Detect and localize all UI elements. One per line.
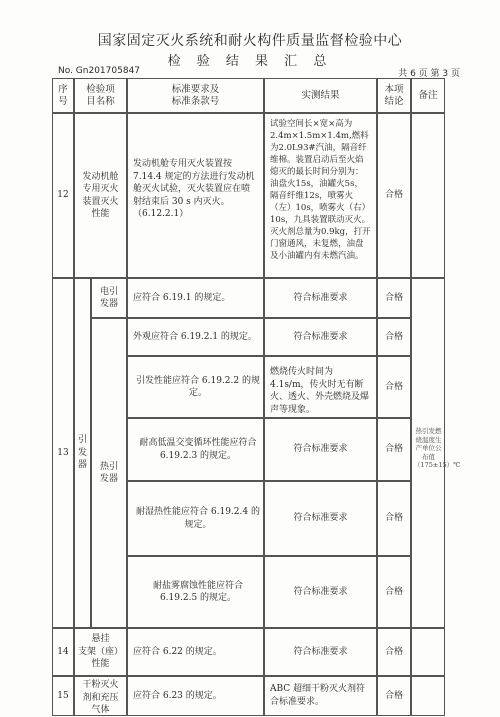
header-standard: 标准要求及 标准条款号 (127, 78, 264, 113)
header-seq: 序 号 (52, 78, 74, 113)
row13-remark-cell (411, 278, 461, 628)
row14-conclusion: 合格 (377, 628, 411, 676)
row13-thermal-name: 热引 发器 (91, 318, 127, 628)
row14-result: 符合标准要求 (264, 628, 377, 676)
row13-seq: 13 (52, 278, 74, 628)
row13-thermal-standard: 耐湿热性能应符合 6.19.2.4 的规定。 (127, 481, 264, 556)
row13-thermal-result: 符合标准要求 (264, 556, 377, 628)
inspection-stamp (486, 240, 498, 310)
row13-thermal-standard: 耐盐雾腐蚀性能应符合 6.19.2.5 的规定。 (127, 556, 264, 628)
row15-seq: 15 (52, 676, 74, 716)
row13-thermal-conclusion: 合格 (377, 318, 411, 356)
row13-electric-standard: 应符合 6.19.1 的规定。 (127, 278, 264, 318)
row13-group: 引 发 器 (74, 278, 91, 628)
row12-seq: 12 (52, 113, 74, 278)
row13-electric-name: 电引 发器 (91, 278, 127, 318)
row13-thermal-conclusion: 合格 (377, 481, 411, 556)
header-result: 实测结果 (264, 78, 377, 113)
row13-thermal-conclusion: 合格 (377, 556, 411, 628)
row15-item: 干粉灭火 剂和充压 气体 (74, 676, 127, 716)
row13-thermal-standard: 外观应符合 6.19.2.1 的规定。 (127, 318, 264, 356)
row13-remark: 热引发燃烧温度生产单位公布值（175±15）℃ (414, 427, 461, 469)
row13-thermal-result: 符合标准要求 (264, 318, 377, 356)
row12-item: 发动机舱 专用灭火 装置灭火 性能 (74, 113, 127, 278)
row13-thermal-conclusion: 合格 (377, 356, 411, 418)
report-number: No. Gn201705847 (58, 66, 141, 76)
report-title: 国家固定灭火系统和耐火构件质量监督检验中心 (97, 33, 403, 49)
row12-remark (411, 113, 445, 278)
header-remark: 备注 (411, 78, 445, 113)
row13-thermal-standard: 引发性能应符合 6.19.2.2 的规定。 (127, 356, 264, 418)
row13-thermal-standard: 耐高低温交变循环性能应符合 6.19.2.3 的规定。 (127, 418, 264, 481)
row14-item: 悬挂 支架（座） 性能 (74, 628, 127, 676)
row12-result: 试验空间长×宽×高为2.4m×1.5m×1.4m,燃料为2.0L93#汽油，隔音纤维棉。装置启动后至火焰熄灭的最长时间分别为：油盘火15s，油罐火5s，隔音纤维12s，喷雾火（左）10s，喷雾火（右）10s，九具装置联动灭火。灭火剂总量为0.9kg，打开门窗通风，未复燃，油盘及小油罐内有未燃汽油。 (264, 113, 377, 278)
row14-seq: 14 (52, 628, 74, 676)
row15-standard: 应符合 6.23 的规定。 (127, 676, 264, 716)
row13-thermal-result: 符合标准要求 (264, 418, 377, 481)
page-info: 共 6 页 第 3 页 (398, 69, 460, 79)
row15-conclusion: 合格 (377, 676, 411, 716)
row13-thermal-result: 燃烧传火时间为 4.1s/m，传火时无有断火、透火、外壳燃烧及爆声等现象。 (264, 356, 377, 418)
row15-remark (411, 676, 445, 716)
row13-electric-conclusion: 合格 (377, 278, 411, 318)
row15-result: ABC 超细干粉灭火剂符合标准要求。 (264, 676, 377, 716)
header-item: 检验项 目名称 (74, 78, 127, 113)
report-subtitle: 检 验 结 果 汇 总 (167, 54, 333, 69)
row13-electric-result: 符合标准要求 (264, 278, 377, 318)
row13-thermal-result: 符合标准要求 (264, 481, 377, 556)
row12-conclusion: 合格 (377, 113, 411, 278)
row13-thermal-conclusion: 合格 (377, 418, 411, 481)
header-conclusion: 本项 结论 (377, 78, 411, 113)
row14-standard: 应符合 6.22 的规定。 (127, 628, 264, 676)
row14-remark (411, 628, 445, 676)
row12-standard: 发动机舱专用灭火装置按 7.14.4 规定的方法进行发动机舱灭火试验，灭火装置应在喷射结束后 30 s 内灭火。（6.12.2.1） (127, 113, 264, 278)
